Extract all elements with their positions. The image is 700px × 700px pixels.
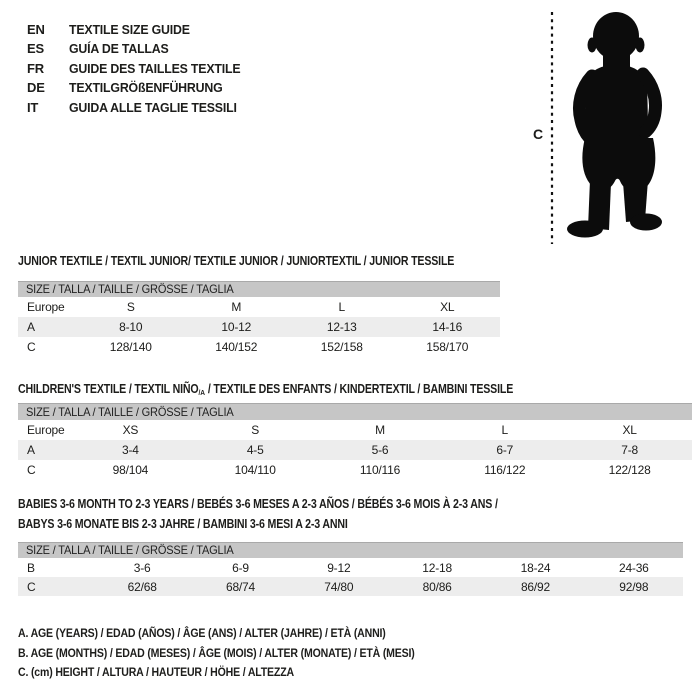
language-row bbox=[27, 78, 249, 97]
size-value-cell: 9-12 bbox=[327, 560, 351, 575]
size-header-bar: SIZE / TALLA / TAILLE / GRÖSSE / TAGLIA bbox=[18, 281, 500, 297]
size-value-cell: XL bbox=[622, 423, 637, 437]
size-value-cell: XS bbox=[122, 423, 139, 437]
language-code: ES bbox=[27, 41, 44, 57]
size-value-cell: 62/68 bbox=[93, 577, 191, 596]
language-row bbox=[27, 39, 249, 58]
size-value-cell: 6-7 bbox=[442, 440, 567, 460]
size-value-cell: 12-13 bbox=[289, 317, 395, 337]
size-header-bar: SIZE / TALLA / TAILLE / GRÖSSE / TAGLIA bbox=[18, 542, 683, 558]
size-value-cell: 10-12 bbox=[184, 317, 290, 337]
row-label-cell: C bbox=[27, 340, 36, 354]
junior-table-title: JUNIOR TEXTILE / TEXTIL JUNIOR/ TEXTILE JUNIOR / JUNIORTEXTIL / JUNIOR TESSILE bbox=[18, 254, 455, 268]
language-label: TEXTILGRÖßENFÜHRUNG bbox=[69, 80, 223, 96]
language-row bbox=[27, 98, 249, 117]
size-value-cell: 122/128 bbox=[608, 463, 651, 477]
size-value-cell: 128/140 bbox=[109, 340, 152, 354]
size-value-cell: M bbox=[375, 423, 385, 437]
children-table-title: CHILDREN'S TEXTILE / TEXTIL $NIÑO_{/A}$ / TEXTILE DES ENFANTS / KINDERTEXTIL / BAMBINI TESSILE bbox=[18, 382, 514, 397]
size-value-cell: 7-8 bbox=[567, 440, 692, 460]
size-value-cell: 116/122 bbox=[484, 463, 526, 477]
title-subscript: /A bbox=[198, 387, 206, 397]
language-label: GUIDA ALLE TAGLIE TESSILI bbox=[69, 99, 237, 115]
size-value-cell: 6-9 bbox=[232, 560, 249, 575]
language-label: GUÍA DE TALLAS bbox=[69, 41, 169, 57]
table-row bbox=[18, 460, 692, 480]
size-value-cell: 8-10 bbox=[78, 317, 184, 337]
size-value-cell: 140/152 bbox=[215, 340, 258, 354]
footnote-line: C. (cm) HEIGHT / ALTURA / HAUTEUR / HÖHE / ALTEZZA bbox=[18, 665, 294, 680]
row-label-cell: B bbox=[27, 560, 35, 575]
children-size-table bbox=[18, 420, 692, 480]
table-row bbox=[18, 558, 683, 577]
toddler-silhouette-icon bbox=[560, 10, 670, 242]
size-value-cell: 3-4 bbox=[68, 440, 193, 460]
row-label-cell: A bbox=[18, 317, 78, 337]
size-header-bar: SIZE / TALLA / TAILLE / GRÖSSE / TAGLIA bbox=[18, 403, 692, 420]
row-label-cell: A bbox=[18, 440, 68, 460]
table-row bbox=[18, 420, 692, 440]
row-label-cell: C bbox=[18, 577, 93, 596]
language-row bbox=[27, 59, 249, 78]
table-row bbox=[18, 337, 500, 357]
size-value-cell: S bbox=[251, 423, 260, 437]
size-value-cell: 98/104 bbox=[112, 463, 149, 477]
language-code: EN bbox=[27, 22, 45, 37]
table-row bbox=[18, 440, 692, 460]
table-row bbox=[18, 317, 500, 337]
row-label-cell: Europe bbox=[27, 300, 65, 314]
babies-table-title: BABIES 3-6 MONTH TO 2-3 YEARS / BEBÉS 3-6 MESES A 2-3 AÑOS / BÉBÉS 3-6 MOIS À 2-3 ANS / BABYS 3-6 MONATE BIS 2-3 JAHRE / BAMBINI 3-6 MESI A 2-3 ANNI bbox=[18, 497, 498, 531]
table-row bbox=[18, 577, 683, 596]
size-value-cell: 86/92 bbox=[486, 577, 584, 596]
size-value-cell: 92/98 bbox=[585, 577, 683, 596]
size-value-cell: 104/110 bbox=[234, 463, 276, 477]
junior-size-table bbox=[18, 297, 500, 357]
size-value-cell: 18-24 bbox=[520, 560, 551, 575]
size-value-cell: 158/170 bbox=[426, 340, 469, 354]
size-value-cell: 110/116 bbox=[359, 463, 401, 477]
size-value-cell: M bbox=[231, 300, 242, 314]
size-value-cell: 5-6 bbox=[318, 440, 443, 460]
size-value-cell: S bbox=[126, 300, 135, 314]
size-value-cell: 14-16 bbox=[395, 317, 501, 337]
footnote-line: B. AGE (MONTHS) / EDAD (MESES) / ÂGE (MOIS) / ALTER (MONATE) / ETÀ (MESI) bbox=[18, 645, 415, 660]
size-value-cell: L bbox=[338, 300, 345, 314]
size-value-cell: 24-36 bbox=[618, 560, 649, 575]
language-code: FR bbox=[27, 60, 44, 76]
language-label: GUIDE DES TAILLES TEXTILE bbox=[69, 60, 241, 76]
language-list bbox=[27, 20, 249, 117]
size-value-cell: 152/158 bbox=[320, 340, 363, 354]
language-code: IT bbox=[27, 99, 39, 115]
size-value-cell: 12-18 bbox=[422, 560, 452, 575]
size-value-cell: L bbox=[501, 423, 509, 437]
table-row bbox=[18, 297, 500, 317]
size-value-cell: XL bbox=[440, 300, 455, 314]
size-value-cell: 68/74 bbox=[191, 577, 289, 596]
row-label-cell: Europe bbox=[27, 423, 65, 437]
language-label: TEXTILE SIZE GUIDE bbox=[69, 22, 190, 37]
row-label-cell: C bbox=[27, 463, 36, 477]
height-measure-line bbox=[550, 11, 554, 244]
language-row bbox=[27, 20, 249, 39]
babies-size-table bbox=[18, 558, 683, 596]
footnote-line: A. AGE (YEARS) / EDAD (AÑOS) / ÂGE (ANS) / ALTER (JAHRE) / ETÀ (ANNI) bbox=[18, 626, 386, 640]
size-value-cell: 74/80 bbox=[290, 577, 388, 596]
height-measure-label: C bbox=[533, 126, 543, 142]
footnotes bbox=[18, 624, 469, 683]
size-value-cell: 4-5 bbox=[193, 440, 318, 460]
size-value-cell: 80/86 bbox=[388, 577, 486, 596]
size-value-cell: 3-6 bbox=[133, 560, 151, 575]
language-code: DE bbox=[27, 80, 45, 96]
